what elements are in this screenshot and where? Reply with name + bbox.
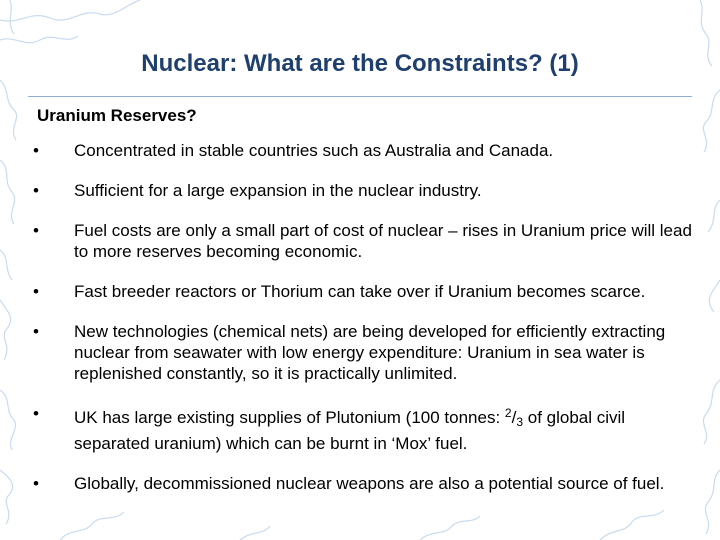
- fraction-slash: /: [511, 408, 517, 427]
- bullet-icon: •: [33, 181, 39, 200]
- bullet-item: [28, 321, 693, 384]
- bullet-text: Fast breeder reactors or Thorium can take over if Uranium becomes scarce.: [74, 282, 646, 301]
- bullet-item: [28, 473, 693, 494]
- bullet-icon: •: [33, 141, 39, 160]
- bullet-text: Concentrated in stable countries such as Australia and Canada.: [74, 141, 554, 160]
- bullet-text-part: UK has large existing supplies of Plutonium (100 tonnes:: [74, 408, 505, 427]
- slide-title: Nuclear: What are the Constraints? (1): [141, 50, 579, 77]
- bullet-icon: •: [33, 404, 39, 423]
- fraction-numerator: 2: [504, 406, 512, 420]
- bullet-item: [28, 220, 693, 262]
- bullet-icon: •: [33, 322, 39, 341]
- bullet-list: [28, 140, 693, 494]
- bullet-text: New technologies (chemical nets) are being developed for efficiently extracting nuclear from seawater with low energy expenditure: Uranium in sea water is replenished constantly, so it is practically unlimited.: [74, 322, 666, 383]
- bullet-text: Globally, decommissioned nuclear weapons are also a potential source of fuel.: [74, 474, 665, 493]
- bullet-item: [28, 281, 693, 302]
- bullet-text: Sufficient for a large expansion in the nuclear industry.: [74, 181, 482, 200]
- bullet-item: [28, 140, 693, 161]
- bullet-icon: •: [33, 282, 39, 301]
- fraction-denominator: 3: [516, 415, 524, 429]
- bullet-item: [28, 403, 693, 454]
- bullet-text-plutonium: [74, 403, 693, 454]
- bullet-text-part: of global civil separated uranium) which can be burnt in ‘Mox’ fuel.: [74, 408, 626, 453]
- bullet-icon: •: [33, 221, 39, 240]
- section-heading: Uranium Reserves?: [37, 106, 197, 125]
- title-divider: [28, 96, 692, 97]
- bullet-item: [28, 180, 693, 201]
- bullet-icon: •: [33, 474, 39, 493]
- bullet-text: Fuel costs are only a small part of cost of nuclear – rises in Uranium price will lead to more reserves becoming economic.: [74, 221, 692, 261]
